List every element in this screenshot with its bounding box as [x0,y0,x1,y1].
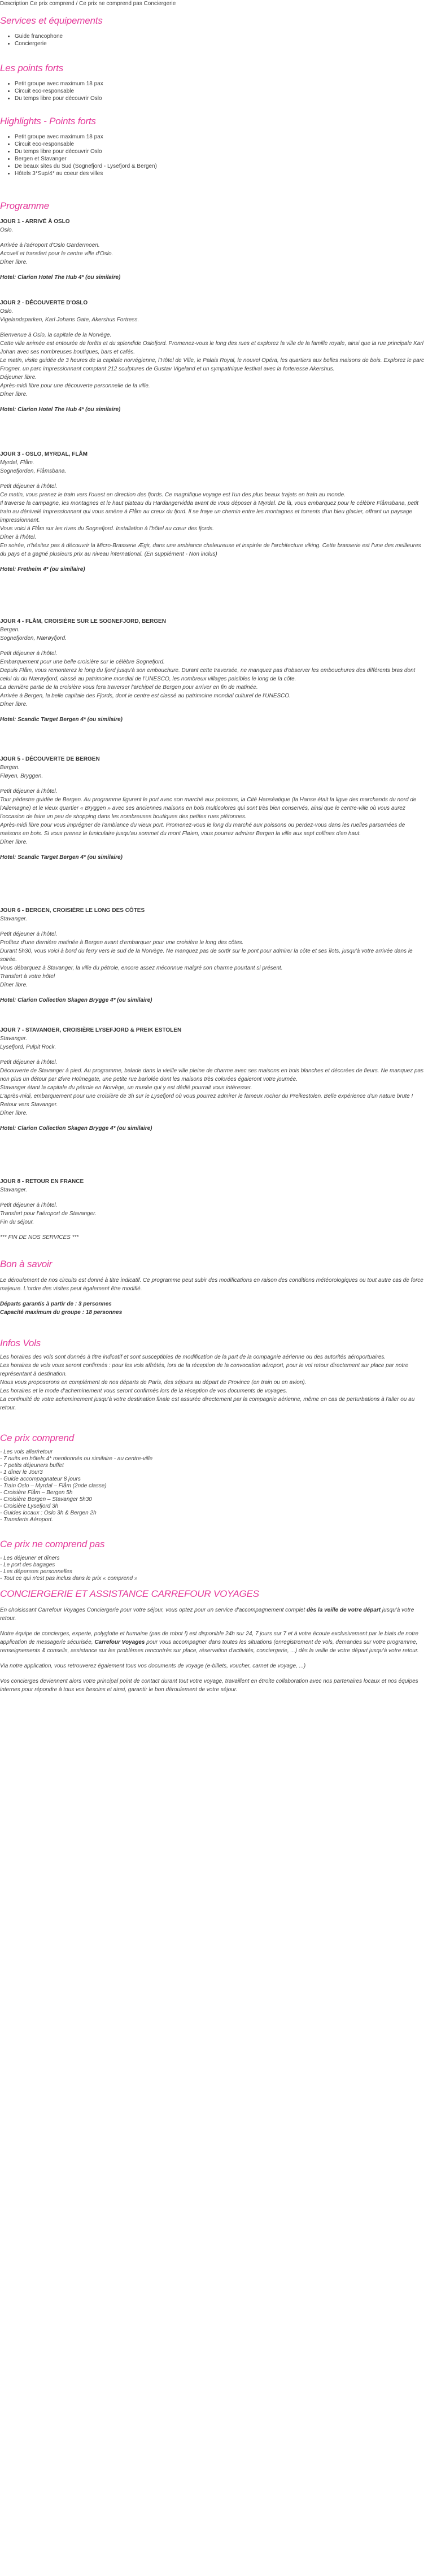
end-of-services: *** FIN DE NOS SERVICES *** [0,1234,79,1241]
day-line: Dîner libre. [0,982,28,988]
bon-a-savoir-text: Le déroulement de nos circuits est donné à titre indicatif. Ce programme peut subir des modifications en raison des conditions météorologiques ou tout autre cas de force majeure. L'ordre des visites peut également être modifié. [0,1277,423,1292]
day-place: Oslo. [0,308,14,315]
prix-ne-comprend-section [0,1538,423,1582]
conciergerie-paragraph-2 [0,1630,423,1655]
infos-vols-line: La continuité de votre acheminement jusqu'à votre destination finale est assurée directement par la compagnie aérienne, même en cas de perturbations à l'aller ou au retour. [0,1396,415,1411]
day-line: Petit déjeuner à l'hôtel. [0,483,58,490]
day-line: Découverte de Stavanger à pied. Au programme, balade dans la vieille ville pleine de charme avec ses maisons en bois blanches et décorées de fleurs. Ne manquez pas non plus un détour par Øvre Holmegate, une petite rue bariolée dont les maisons très colorées égaieront votre journée. [0,1068,424,1082]
day-6 [0,907,425,1005]
points-forts-section [0,62,423,102]
day-line: Depuis Flåm, vous remonterez le long du fjord jusqu'à son embouchure. Durant cette traversée, ne manquez pas d'observer les embouchures des différents bras dont celui du du Nærøyfjord, classé au patrimoine mondial de l'UNESCO, les nombreux villages paisibles le long de la côte. [0,667,416,682]
infos-vols-title: Infos Vols [0,1338,41,1348]
day-title: JOUR 5 - DÉCOUVERTE DE BERGEN [0,756,100,762]
day-line: Après-midi libre pour vous imprégner de l'ambiance du vieux port. Promenez-vous le long du marché aux poissons ou perdez-vous dans les ruelles parsemées de maisons en bois. Si vous prenez le funiculaire jusqu'au sommet du mont Fløien, vous pourrez admirer Bergen la ville aux sept collines d'en haut. [0,822,405,837]
list-item: - Croisière Lysefjord 3h [0,1503,59,1509]
day-line: Ce matin, vous prenez le train vers l'ouest en direction des fjords. Ce magnifique voyage est l'un des plus beaux trajets en train au monde. [0,492,346,498]
list-item: - Croisière Flåm – Bergen 5h [0,1490,73,1496]
day-line: En soirée, n'hésitez pas à découvrir la Micro-Brasserie Ægir, dans une ambiance chaleureuse et inspirée de l'architecture viking. Cette brasserie est l'une des meilleures du pays et a gagné plusieurs prix au niveau international. (En supplément - Non inclus) [0,543,421,557]
day-line: Profitez d'une dernière matinée à Bergen avant d'embarquer pour une croisière le long des côtes. [0,940,244,946]
highlights-title: Highlights - Points forts [0,116,96,126]
conciergerie-paragraph-3: Via notre application, vous retrouverez également tous vos documents de voyage (e-billets, voucher, carnet de voyage, ...) [0,1663,306,1669]
day-line: Arrivée à l'aéroport d'Oslo Gardermoen. [0,242,100,248]
day-line: Fin du séjour. [0,1219,34,1225]
day-line: Embarquement pour une belle croisière sur le célèbre Sognefjord. [0,659,165,665]
day-1 [0,218,425,282]
list-item: • Hôtels 3*Sup/4* au coeur des villes [15,170,423,177]
infos-vols-line: Les horaires de vols vous seront confirmés : pour les vols affrétés, lors de la réception de la convocation aéroport, pour le vol retour directement sur place par notre représentant à destination. [0,1363,409,1377]
conciergerie-section [0,1588,423,1694]
list-item: • Du temps libre pour découvrir Oslo [15,148,423,155]
day-place: Stavanger. [0,916,27,922]
day-hotel: Hotel: Clarion Collection Skagen Brygge 4* (ou similaire) [0,997,152,1003]
day-place: Bergen. [0,765,20,771]
list-item: - Guides locaux : Oslo 3h & Bergen 2h [0,1510,97,1516]
day-line: L'après-midi, embarquement pour une croisière de 3h sur le Lysefjord où vous pourrez admirer le fameux rocher du Preikestolen. Belle expérience d'un nature brute ! [0,1093,413,1099]
list-item: • Petit groupe avec maximum 18 pax [15,133,423,141]
description: Description Ce prix comprend / Ce prix ne comprend pas Conciergerie [0,1,176,7]
highlights-section [0,115,423,177]
day-place-sites: Sognefjorden, Flåmsbana. [0,468,67,474]
bon-a-savoir-section [0,1258,423,1317]
conciergerie-emphasis: dès la veille de votre départ [306,1607,381,1613]
day-line: Transfert pour l'aéroport de Stavanger. [0,1211,97,1217]
list-item: - 7 nuits en hôtels 4* mentionnés ou similaire - au centre-ville [0,1456,153,1462]
day-title: JOUR 6 - BERGEN, CROISIÈRE LE LONG DES CÔTES [0,907,145,914]
day-line: Petit déjeuner à l'hôtel. [0,788,58,794]
conciergerie-title: CONCIERGERIE ET ASSISTANCE CARREFOUR VOYAGES [0,1588,259,1599]
bon-a-savoir-title: Bon à savoir [0,1259,53,1269]
day-place: Stavanger. [0,1187,27,1193]
day-line: Vous débarquez à Stavanger, la ville du pétrole, encore assez méconnue malgré son charme pourtant si présent. [0,965,283,971]
day-title: JOUR 7 - STAVANGER, CROISIÈRE LYSEFJORD & PREIK ESTOLEN [0,1027,182,1033]
day-line: Dîner libre. [0,259,28,265]
list-item: - Tout ce qui n'est pas inclus dans le prix « comprend » [0,1575,138,1582]
day-hotel: Hotel: Clarion Hotel The Hub 4* (ou similaire) [0,407,121,413]
day-line: Le matin, visite guidée de 3 heures de la capitale norvégienne, l'Hôtel de Ville, le Palais Royal, le nouvel Opéra, les quartiers aux belles maisons de bois. Explorez le parc Frogner, un parc impressionnant comptant 212 sculptures de Gustav Vigeland et un sympathique festival avec la forteresse Akershus. [0,357,425,372]
day-title: JOUR 3 - OSLO, MYRDAL, FLÅM [0,451,88,457]
list-item: • Conciergerie [15,40,423,47]
day-line: Déjeuner libre. [0,374,37,381]
day-line: Tour pédestre guidée de Bergen. Au programme figurent le port avec son marché aux poissons, la Cité Hanséatique (la Hanse était la ligue des marchands du nord de l'Allemagne) et le vieux quartier « Bryggen » avec ses anciennes maisons en bois multicolores qui sont très bien conservés, ainsi que le centre-ville où vous aurez l'occasion de faire un peu de shopping dans les nombreuses boutiques des petites rues piétonnes. [0,797,417,820]
day-hotel: Hotel: Clarion Collection Skagen Brygge 4* (ou similaire) [0,1125,152,1132]
list-item: - Transferts Aéroport. [0,1517,53,1523]
list-item: - 1 dîner le Jour3 [0,1469,43,1475]
conciergerie-text: jusqu'à votre retour. [0,1607,414,1622]
infos-vols-line: Nous vous proposerons en complément de nos départs de Paris, des séjours au départ de Province (en train ou en avion). [0,1379,307,1386]
day-2 [0,299,425,414]
day-hotel: Hotel: Scandic Target Bergen 4* (ou similaire) [0,854,123,861]
day-5 [0,756,425,862]
day-line: Petit déjeuner à l'hôtel. [0,1202,58,1208]
list-item: - Les vols aller/retour [0,1449,53,1455]
day-title: JOUR 4 - FLÅM, CROISIÈRE SUR LE SOGNEFJORD, BERGEN [0,618,166,625]
day-line: Petit déjeuner à l'hôtel. [0,650,58,657]
list-item: • Petit groupe avec maximum 18 pax [15,80,423,88]
list-item: • Du temps libre pour découvrir Oslo [15,95,423,102]
day-line: Il traverse la campagne, les montagnes et le haut plateau du Hardangervidda avant de vous déposer à Myrdal. De là, vous embarquez pour le célèbre Flåmsbana, petit train au dénivelé impressionnant qui vous amène à Flåm au creux du fjord. Il se fraye un chemin entre les montagnes et torrents d'un bleu glacier, offrant un paysage impressionnant. [0,500,418,523]
day-7 [0,1027,425,1133]
day-3 [0,451,425,574]
day-8 [0,1178,425,1242]
list-item: • Circuit eco-responsable [15,141,423,148]
day-line: Dîner à l'hôtel. [0,534,37,540]
day-place-sites: Sognefjorden, Nærøyfjord. [0,635,67,641]
points-forts-title: Les points forts [0,63,64,73]
day-line: Transfert à votre hôtel [0,973,55,980]
list-item: - Guide accompagnateur 8 jours [0,1476,81,1482]
list-item: - 7 petits déjeuners buffet [0,1462,64,1469]
departs-garantis: Départs garantis à partir de : 3 personnes [0,1301,112,1307]
programme-section [0,200,423,212]
day-line: Dîner libre. [0,1110,28,1116]
prix-comprend-section [0,1432,423,1523]
day-line: La dernière partie de la croisière vous fera traverser l'archipel de Bergen pour arriver en fin de matinée. [0,684,258,691]
day-hotel: Hotel: Fretheim 4* (ou similaire) [0,566,85,573]
day-place: Oslo. [0,227,14,233]
conciergerie-paragraph-4: Vos concierges deviennent alors votre principal point de contact durant tout votre voyage, travaillent en étroite collaboration avec nos partenaires locaux et nos équipes internes pour répondre à tous vos besoins et ainsi, garantir le bon déroulement de votre séjour. [0,1678,418,1693]
infos-vols-line: Les horaires des vols sont donnés à titre indicatif et sont susceptibles de modification de la part de la compagnie aérienne ou des autorités aéroportuaires. [0,1354,386,1360]
conciergerie-paragraph-1 [0,1606,423,1623]
day-place: Bergen. [0,627,20,633]
infos-vols-section [0,1337,423,1412]
list-item: • Guide francophone [15,33,423,40]
day-title: JOUR 1 - ARRIVÉ À OSLO [0,219,70,225]
prix-ne-comprend-title: Ce prix ne comprend pas [0,1539,105,1549]
day-place-sites: Fløyen, Bryggen. [0,773,43,779]
day-line: Après-midi libre pour une découverte personnelle de la ville. [0,383,150,389]
points-forts-list [0,80,423,102]
day-line: Petit déjeuner à l'hôtel. [0,931,58,937]
conciergerie-text: En choisissant Carrefour Voyages Conciergerie pour votre séjour, vous optez pour un service d'accompagnement complet [0,1607,307,1613]
day-line: Accueil et transfert pour le centre ville d'Oslo. [0,251,113,257]
day-hotel: Hotel: Clarion Hotel The Hub 4* (ou similaire) [0,274,121,281]
day-place-sites: Vigelandsparken, Karl Johans Gate, Akershus Fortress. [0,317,139,323]
list-item: - Les dépenses personnelles [0,1569,72,1575]
conciergerie-text: pour vous accompagner dans toutes les situations (enregistrement de vols, demandes sur votre programme, renseignements & conseils, assistance sur les problèmes rencontrés sur place, réservation d'activités, conciergerie, ...) dès la veille de votre départ jusqu'à votre retour. [0,1639,419,1654]
prix-comprend-title: Ce prix comprend [0,1433,74,1443]
day-line: Cette ville animée est entourée de forêts et du splendide Oslofjord. Promenez-vous le long des rues et explorez la ville de la famille royale, ainsi que la rue principale Karl Johan avec ses nombreuses boutiques, bars et cafés. [0,340,423,355]
capacite-max: Capacité maximum du groupe : 18 personnes [0,1309,123,1316]
day-line: Dîner libre. [0,391,28,398]
list-item: - Le port des bagages [0,1562,55,1568]
day-line: Arrivée à Bergen, la belle capitale des Fjords, dont le centre est classé au patrimoine mondial culturel de l'UNESCO. [0,693,291,699]
day-place: Myrdal, Flåm. [0,460,34,466]
day-line: Dîner libre. [0,701,28,708]
day-4 [0,618,425,724]
day-line: Bienvenue à Oslo, la capitale de la Norvège. [0,332,112,338]
day-line: Dîner libre. [0,839,28,845]
list-item: - Les déjeuner et dîners [0,1555,60,1561]
highlights-list [0,133,423,177]
day-hotel: Hotel: Scandic Target Bergen 4* (ou similaire) [0,717,123,723]
day-title: JOUR 2 - DÉCOUVERTE D'OSLO [0,300,88,306]
list-item: • Bergen et Stavanger [15,155,423,163]
conciergerie-text: Notre équipe de concierges, experte, polyglotte et humaine (pas de robot !) est disponible 24h sur 24, 7 jours sur 7 et à votre écoute exclusivement par le biais de notre application de messagerie sécurisée, [0,1631,418,1645]
day-place: Stavanger. [0,1036,27,1042]
day-line: Retour vers Stavanger. [0,1102,58,1108]
services-list [0,33,423,47]
list-item: • Circuit eco-responsable [15,88,423,95]
day-title: JOUR 8 - RETOUR EN FRANCE [0,1178,84,1185]
list-item: - Train Oslo – Myrdal – Flåm (2nde classe) [0,1483,107,1489]
programme-title: Programme [0,200,50,211]
infos-vols-line: Les horaires et le mode d'acheminement vous seront confirmés lors de la réception de vos documents de voyages. [0,1388,287,1394]
services-section [0,15,423,47]
services-title: Services et équipements [0,15,103,26]
conciergerie-emphasis: Carrefour Voyages [94,1639,145,1645]
day-line: Stavanger étant la capitale du pétrole en Norvège, un musée qui y est dédié pourrait vous intéresser. [0,1085,252,1091]
list-item: - Croisière Bergen – Stavanger 5h30 [0,1496,92,1503]
day-line: Durant 5h30, vous voici à bord du ferry vers le sud de la Norvège. Ne manquez pas de sortir sur le pont pour admirer la côte et ses îlots, jusqu'à votre arrivée dans le soirée. [0,948,413,963]
day-place-sites: Lysefjord, Pulpit Rock. [0,1044,56,1050]
day-line: Petit déjeuner à l'hôtel. [0,1059,58,1066]
list-item: • De beaux sites du Sud (Sognefjord - Lysefjord & Bergen) [15,163,423,170]
day-line: Vous voici à Flåm sur les rives du Sognefjord. Installation à l'hôtel au cœur des fjords. [0,526,214,532]
